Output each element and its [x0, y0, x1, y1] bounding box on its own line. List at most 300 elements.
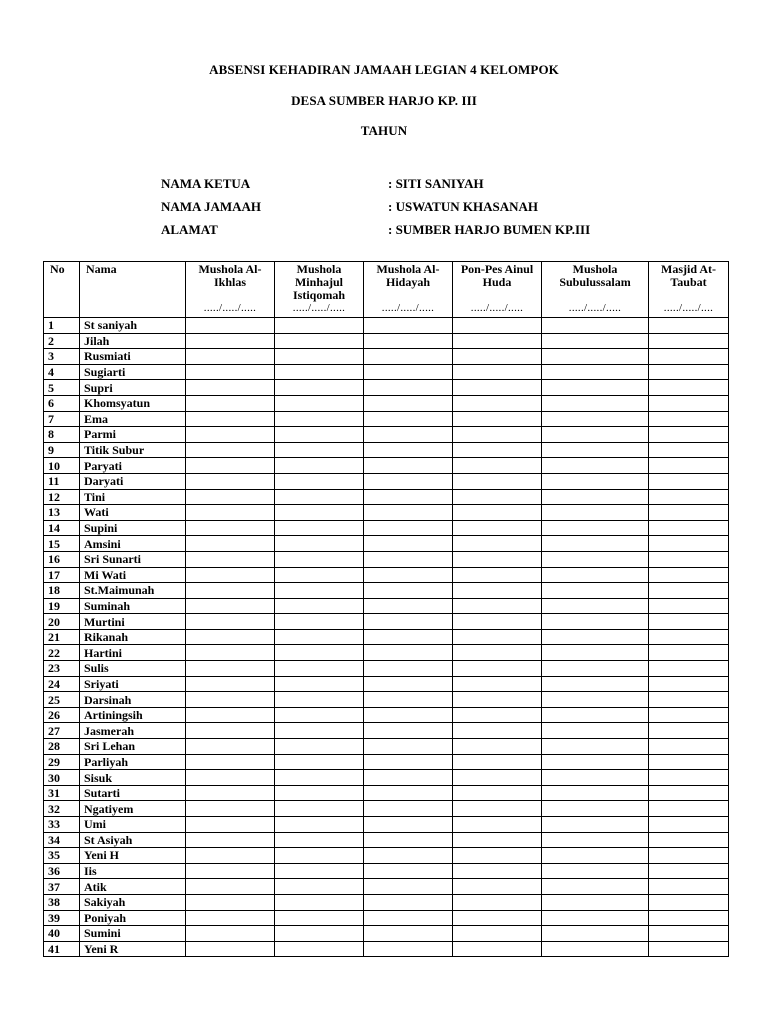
table-row — [44, 349, 729, 365]
attendance-cell[interactable] — [542, 676, 649, 692]
attendance-cell[interactable] — [275, 442, 364, 458]
row-name: Umi — [80, 817, 186, 833]
attendance-cell[interactable] — [649, 349, 729, 365]
alamat-value: : SUMBER HARJO BUMEN KP.III — [388, 222, 591, 237]
attendance-cell[interactable] — [542, 879, 649, 895]
attendance-cell[interactable] — [364, 318, 453, 334]
attendance-cell[interactable] — [364, 817, 453, 833]
attendance-cell[interactable] — [364, 489, 453, 505]
attendance-cell[interactable] — [186, 567, 275, 583]
attendance-cell[interactable] — [453, 785, 542, 801]
attendance-cell[interactable] — [542, 427, 649, 443]
table-row — [44, 411, 729, 427]
header-location — [275, 262, 364, 318]
attendance-cell[interactable] — [542, 801, 649, 817]
attendance-cell[interactable] — [275, 489, 364, 505]
attendance-cell[interactable] — [649, 380, 729, 396]
attendance-cell[interactable] — [649, 598, 729, 614]
attendance-cell[interactable] — [453, 333, 542, 349]
attendance-cell[interactable] — [649, 629, 729, 645]
attendance-cell[interactable] — [453, 863, 542, 879]
attendance-cell[interactable] — [364, 645, 453, 661]
attendance-cell[interactable] — [649, 364, 729, 380]
attendance-cell[interactable] — [186, 505, 275, 521]
attendance-cell[interactable] — [364, 458, 453, 474]
attendance-cell[interactable] — [186, 863, 275, 879]
attendance-cell[interactable] — [542, 442, 649, 458]
row-name: Jasmerah — [80, 723, 186, 739]
attendance-cell[interactable] — [649, 645, 729, 661]
attendance-cell[interactable] — [649, 926, 729, 942]
attendance-cell[interactable] — [275, 723, 364, 739]
attendance-cell[interactable] — [542, 598, 649, 614]
attendance-cell[interactable] — [186, 661, 275, 677]
attendance-cell[interactable] — [275, 427, 364, 443]
attendance-cell[interactable] — [453, 411, 542, 427]
attendance-cell[interactable] — [275, 395, 364, 411]
attendance-cell[interactable] — [453, 489, 542, 505]
attendance-cell[interactable] — [542, 739, 649, 755]
attendance-cell[interactable] — [364, 661, 453, 677]
attendance-cell[interactable] — [186, 583, 275, 599]
attendance-cell[interactable] — [453, 723, 542, 739]
row-number: 2 — [44, 333, 80, 349]
attendance-cell[interactable] — [649, 583, 729, 599]
attendance-cell[interactable] — [275, 536, 364, 552]
attendance-cell[interactable] — [364, 692, 453, 708]
attendance-cell[interactable] — [364, 770, 453, 786]
attendance-cell[interactable] — [542, 505, 649, 521]
attendance-cell[interactable] — [453, 941, 542, 957]
table-row — [44, 614, 729, 630]
location-name: Mushola Al- Ikhlas — [198, 262, 262, 289]
attendance-cell[interactable] — [186, 739, 275, 755]
attendance-cell[interactable] — [275, 364, 364, 380]
table-row — [44, 489, 729, 505]
attendance-cell[interactable] — [453, 614, 542, 630]
attendance-cell[interactable] — [453, 754, 542, 770]
attendance-cell[interactable] — [186, 380, 275, 396]
attendance-cell[interactable] — [453, 770, 542, 786]
attendance-cell[interactable] — [453, 551, 542, 567]
attendance-cell[interactable] — [649, 754, 729, 770]
location-date: ...../...../..... — [292, 302, 346, 314]
attendance-cell[interactable] — [649, 770, 729, 786]
attendance-cell[interactable] — [186, 832, 275, 848]
table-row — [44, 505, 729, 521]
attendance-cell[interactable] — [275, 692, 364, 708]
attendance-cell[interactable] — [649, 442, 729, 458]
attendance-cell[interactable] — [186, 442, 275, 458]
attendance-cell[interactable] — [275, 349, 364, 365]
attendance-cell[interactable] — [453, 458, 542, 474]
attendance-cell[interactable] — [275, 614, 364, 630]
attendance-cell[interactable] — [453, 894, 542, 910]
attendance-cell[interactable] — [364, 411, 453, 427]
attendance-cell[interactable] — [453, 692, 542, 708]
attendance-cell[interactable] — [364, 785, 453, 801]
attendance-cell[interactable] — [186, 879, 275, 895]
row-name: Sakiyah — [80, 894, 186, 910]
attendance-cell[interactable] — [649, 941, 729, 957]
attendance-cell[interactable] — [275, 863, 364, 879]
attendance-cell[interactable] — [542, 349, 649, 365]
attendance-cell[interactable] — [186, 770, 275, 786]
attendance-cell[interactable] — [649, 910, 729, 926]
attendance-cell[interactable] — [364, 333, 453, 349]
attendance-cell[interactable] — [186, 458, 275, 474]
row-name: Mi Wati — [80, 567, 186, 583]
attendance-cell[interactable] — [649, 879, 729, 895]
attendance-cell[interactable] — [453, 598, 542, 614]
attendance-cell[interactable] — [364, 520, 453, 536]
row-name: Sugiarti — [80, 364, 186, 380]
attendance-cell[interactable] — [364, 707, 453, 723]
attendance-cell[interactable] — [364, 676, 453, 692]
attendance-cell[interactable] — [364, 583, 453, 599]
attendance-cell[interactable] — [364, 629, 453, 645]
table-row — [44, 941, 729, 957]
attendance-cell[interactable] — [649, 739, 729, 755]
attendance-cell[interactable] — [649, 411, 729, 427]
table-row — [44, 395, 729, 411]
attendance-cell[interactable] — [364, 801, 453, 817]
attendance-cell[interactable] — [542, 692, 649, 708]
attendance-cell[interactable] — [364, 380, 453, 396]
attendance-cell[interactable] — [542, 364, 649, 380]
attendance-cell[interactable] — [275, 894, 364, 910]
table-row — [44, 645, 729, 661]
attendance-cell[interactable] — [186, 411, 275, 427]
attendance-cell[interactable] — [649, 801, 729, 817]
table-row — [44, 442, 729, 458]
attendance-cell[interactable] — [649, 661, 729, 677]
attendance-cell[interactable] — [649, 785, 729, 801]
attendance-cell[interactable] — [542, 770, 649, 786]
attendance-cell[interactable] — [453, 848, 542, 864]
table-row — [44, 894, 729, 910]
attendance-cell[interactable] — [542, 661, 649, 677]
header-location — [453, 262, 542, 318]
attendance-cell[interactable] — [275, 770, 364, 786]
attendance-cell[interactable] — [453, 707, 542, 723]
attendance-cell[interactable] — [649, 894, 729, 910]
attendance-cell[interactable] — [186, 645, 275, 661]
document-title: ABSENSI KEHADIRAN JAMAAH LEGIAN 4 KELOMPOK — [209, 62, 559, 77]
attendance-cell[interactable] — [186, 910, 275, 926]
attendance-cell[interactable] — [453, 380, 542, 396]
row-number: 35 — [44, 848, 80, 864]
attendance-cell[interactable] — [186, 333, 275, 349]
table-row — [44, 801, 729, 817]
attendance-cell[interactable] — [186, 318, 275, 334]
attendance-cell[interactable] — [649, 551, 729, 567]
attendance-cell[interactable] — [186, 520, 275, 536]
attendance-cell[interactable] — [364, 879, 453, 895]
attendance-cell[interactable] — [453, 676, 542, 692]
attendance-cell[interactable] — [186, 551, 275, 567]
attendance-cell[interactable] — [649, 333, 729, 349]
attendance-cell[interactable] — [453, 910, 542, 926]
attendance-cell[interactable] — [275, 473, 364, 489]
attendance-cell[interactable] — [364, 832, 453, 848]
attendance-cell[interactable] — [453, 817, 542, 833]
attendance-cell[interactable] — [649, 520, 729, 536]
attendance-cell[interactable] — [186, 848, 275, 864]
attendance-cell[interactable] — [649, 458, 729, 474]
attendance-cell[interactable] — [186, 723, 275, 739]
attendance-cell[interactable] — [542, 458, 649, 474]
attendance-cell[interactable] — [275, 926, 364, 942]
attendance-cell[interactable] — [542, 629, 649, 645]
attendance-cell[interactable] — [453, 395, 542, 411]
row-name: Wati — [80, 505, 186, 521]
row-name: Supini — [80, 520, 186, 536]
attendance-cell[interactable] — [542, 473, 649, 489]
attendance-cell[interactable] — [275, 380, 364, 396]
attendance-cell[interactable] — [542, 926, 649, 942]
attendance-cell[interactable] — [275, 941, 364, 957]
attendance-cell[interactable] — [364, 848, 453, 864]
attendance-cell[interactable] — [453, 629, 542, 645]
attendance-cell[interactable] — [542, 848, 649, 864]
attendance-cell[interactable] — [649, 817, 729, 833]
attendance-cell[interactable] — [186, 801, 275, 817]
attendance-cell[interactable] — [649, 614, 729, 630]
attendance-cell[interactable] — [275, 817, 364, 833]
attendance-cell[interactable] — [542, 318, 649, 334]
attendance-cell[interactable] — [186, 692, 275, 708]
attendance-cell[interactable] — [186, 536, 275, 552]
attendance-cell[interactable] — [275, 567, 364, 583]
attendance-cell[interactable] — [649, 427, 729, 443]
attendance-cell[interactable] — [542, 785, 649, 801]
attendance-cell[interactable] — [364, 395, 453, 411]
attendance-cell[interactable] — [275, 505, 364, 521]
attendance-cell[interactable] — [649, 318, 729, 334]
attendance-cell[interactable] — [364, 364, 453, 380]
attendance-cell[interactable] — [364, 614, 453, 630]
attendance-cell[interactable] — [186, 785, 275, 801]
attendance-cell[interactable] — [542, 723, 649, 739]
row-name: Artiningsih — [80, 707, 186, 723]
attendance-cell[interactable] — [649, 707, 729, 723]
row-number: 33 — [44, 817, 80, 833]
row-number: 7 — [44, 411, 80, 427]
attendance-cell[interactable] — [453, 520, 542, 536]
attendance-cell[interactable] — [364, 863, 453, 879]
attendance-cell[interactable] — [364, 473, 453, 489]
attendance-cell[interactable] — [364, 739, 453, 755]
ketua-value: : SITI SANIYAH — [388, 176, 484, 191]
attendance-cell[interactable] — [275, 318, 364, 334]
attendance-cell[interactable] — [542, 380, 649, 396]
attendance-cell[interactable] — [453, 583, 542, 599]
attendance-cell[interactable] — [364, 442, 453, 458]
attendance-cell[interactable] — [542, 583, 649, 599]
attendance-cell[interactable] — [542, 536, 649, 552]
attendance-cell[interactable] — [275, 583, 364, 599]
attendance-cell[interactable] — [364, 926, 453, 942]
location-date: ...../...../..... — [568, 302, 622, 314]
attendance-cell[interactable] — [186, 349, 275, 365]
attendance-cell[interactable] — [453, 318, 542, 334]
attendance-cell[interactable] — [453, 473, 542, 489]
attendance-cell[interactable] — [186, 598, 275, 614]
row-name: Paryati — [80, 458, 186, 474]
attendance-cell[interactable] — [542, 941, 649, 957]
attendance-cell[interactable] — [542, 551, 649, 567]
table-row — [44, 629, 729, 645]
attendance-cell[interactable] — [364, 941, 453, 957]
attendance-cell[interactable] — [275, 676, 364, 692]
attendance-cell[interactable] — [542, 520, 649, 536]
attendance-cell[interactable] — [364, 894, 453, 910]
attendance-cell[interactable] — [186, 894, 275, 910]
row-name: Parmi — [80, 427, 186, 443]
attendance-cell[interactable] — [364, 567, 453, 583]
document-subtitle: DESA SUMBER HARJO KP. III — [291, 93, 477, 108]
attendance-cell[interactable] — [453, 427, 542, 443]
attendance-cell[interactable] — [364, 598, 453, 614]
attendance-cell[interactable] — [275, 551, 364, 567]
attendance-cell[interactable] — [649, 489, 729, 505]
attendance-cell[interactable] — [275, 832, 364, 848]
attendance-cell[interactable] — [186, 427, 275, 443]
attendance-cell[interactable] — [186, 364, 275, 380]
attendance-cell[interactable] — [275, 910, 364, 926]
attendance-cell[interactable] — [453, 364, 542, 380]
attendance-cell[interactable] — [275, 707, 364, 723]
attendance-cell[interactable] — [186, 473, 275, 489]
attendance-cell[interactable] — [364, 723, 453, 739]
attendance-cell[interactable] — [186, 395, 275, 411]
table-row — [44, 754, 729, 770]
attendance-cell[interactable] — [275, 739, 364, 755]
attendance-cell[interactable] — [186, 707, 275, 723]
attendance-cell[interactable] — [453, 567, 542, 583]
attendance-cell[interactable] — [186, 489, 275, 505]
attendance-cell[interactable] — [542, 910, 649, 926]
attendance-cell[interactable] — [649, 676, 729, 692]
row-number: 41 — [44, 941, 80, 957]
attendance-cell[interactable] — [542, 645, 649, 661]
attendance-cell[interactable] — [275, 848, 364, 864]
attendance-cell[interactable] — [186, 614, 275, 630]
attendance-cell[interactable] — [542, 707, 649, 723]
location-date: ...../...../..... — [203, 302, 257, 314]
attendance-cell[interactable] — [542, 894, 649, 910]
attendance-cell[interactable] — [542, 333, 649, 349]
table-row — [44, 770, 729, 786]
row-name: Supri — [80, 380, 186, 396]
attendance-cell[interactable] — [542, 395, 649, 411]
attendance-cell[interactable] — [542, 817, 649, 833]
attendance-cell[interactable] — [186, 941, 275, 957]
attendance-cell[interactable] — [275, 520, 364, 536]
attendance-cell[interactable] — [275, 879, 364, 895]
attendance-cell[interactable] — [542, 863, 649, 879]
attendance-cell[interactable] — [275, 801, 364, 817]
table-row — [44, 676, 729, 692]
attendance-cell[interactable] — [649, 505, 729, 521]
attendance-cell[interactable] — [453, 739, 542, 755]
attendance-cell[interactable] — [364, 505, 453, 521]
attendance-cell[interactable] — [275, 411, 364, 427]
table-header-row — [44, 262, 729, 318]
attendance-cell[interactable] — [364, 754, 453, 770]
attendance-cell[interactable] — [542, 567, 649, 583]
attendance-cell[interactable] — [275, 629, 364, 645]
table-row — [44, 473, 729, 489]
attendance-cell[interactable] — [542, 411, 649, 427]
attendance-cell[interactable] — [453, 536, 542, 552]
attendance-cell[interactable] — [649, 473, 729, 489]
row-name: Murtini — [80, 614, 186, 630]
attendance-cell[interactable] — [649, 536, 729, 552]
attendance-cell[interactable] — [364, 551, 453, 567]
attendance-cell[interactable] — [364, 349, 453, 365]
row-number: 18 — [44, 583, 80, 599]
attendance-cell[interactable] — [453, 349, 542, 365]
attendance-cell[interactable] — [364, 427, 453, 443]
attendance-cell[interactable] — [649, 832, 729, 848]
attendance-cell[interactable] — [275, 598, 364, 614]
attendance-cell[interactable] — [542, 832, 649, 848]
attendance-cell[interactable] — [275, 661, 364, 677]
table-row — [44, 848, 729, 864]
attendance-cell[interactable] — [453, 645, 542, 661]
attendance-cell[interactable] — [186, 817, 275, 833]
attendance-cell[interactable] — [649, 395, 729, 411]
attendance-cell[interactable] — [649, 567, 729, 583]
attendance-cell[interactable] — [542, 754, 649, 770]
attendance-cell[interactable] — [186, 676, 275, 692]
attendance-cell[interactable] — [542, 489, 649, 505]
attendance-cell[interactable] — [453, 442, 542, 458]
attendance-cell[interactable] — [453, 926, 542, 942]
attendance-cell[interactable] — [542, 614, 649, 630]
attendance-cell[interactable] — [649, 692, 729, 708]
attendance-cell[interactable] — [364, 536, 453, 552]
attendance-cell[interactable] — [649, 723, 729, 739]
attendance-cell[interactable] — [649, 848, 729, 864]
attendance-cell[interactable] — [186, 629, 275, 645]
attendance-cell[interactable] — [453, 801, 542, 817]
attendance-cell[interactable] — [453, 505, 542, 521]
row-number: 22 — [44, 645, 80, 661]
table-row — [44, 723, 729, 739]
attendance-cell[interactable] — [275, 645, 364, 661]
attendance-cell[interactable] — [649, 863, 729, 879]
attendance-cell[interactable] — [275, 754, 364, 770]
attendance-cell[interactable] — [275, 458, 364, 474]
attendance-cell[interactable] — [453, 879, 542, 895]
attendance-cell[interactable] — [275, 333, 364, 349]
attendance-cell[interactable] — [453, 661, 542, 677]
attendance-cell[interactable] — [453, 832, 542, 848]
attendance-cell[interactable] — [364, 910, 453, 926]
table-row — [44, 380, 729, 396]
attendance-cell[interactable] — [275, 785, 364, 801]
table-row — [44, 692, 729, 708]
row-number: 16 — [44, 551, 80, 567]
attendance-cell[interactable] — [186, 754, 275, 770]
row-number: 32 — [44, 801, 80, 817]
attendance-cell[interactable] — [186, 926, 275, 942]
row-number: 5 — [44, 380, 80, 396]
row-name: Suminah — [80, 598, 186, 614]
